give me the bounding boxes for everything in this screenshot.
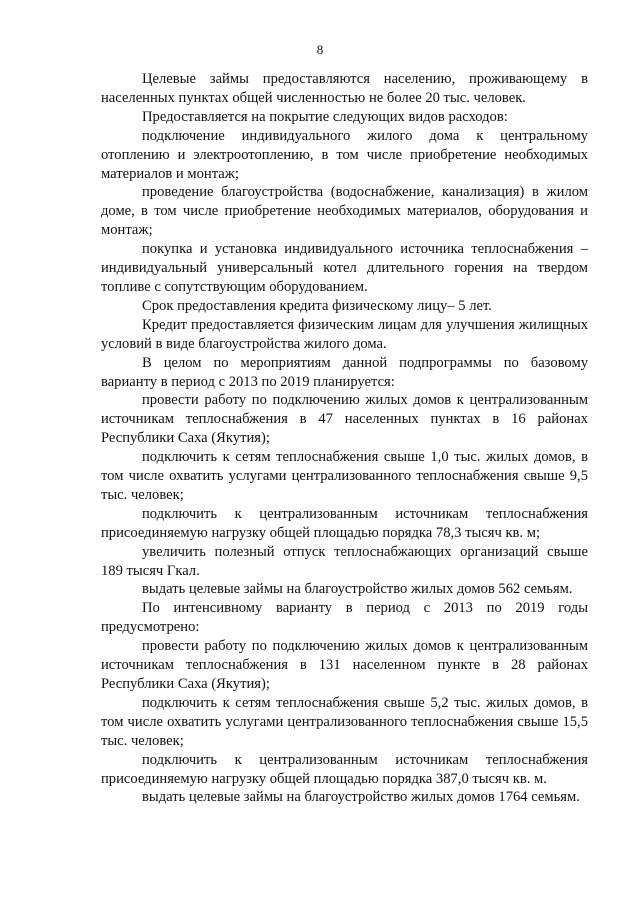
paragraph-house-improvement: проведение благоустройства (водоснабжение, канализация) в жилом доме, в том числе приобретение необходимых материалов, оборудования и монтаж; [101, 184, 588, 239]
paragraph-base-connect-houses: подключить к сетям теплоснабжения свыше 1,0 тыс. жилых домов, в том числе охватить услугами централизованного теплоснабжения свыше 9,5 тыс. человек; [101, 449, 588, 503]
paragraph-expense-types: Предоставляется на покрытие следующих видов расходов: [142, 108, 508, 125]
paragraph-intensive-load: подключить к централизованным источникам теплоснабжения присоединяемую нагрузку общей площадью порядка 387,0 тысяч кв. м. [101, 751, 588, 787]
paragraph-heat-source-purchase: покупка и установка индивидуального источника теплоснабжения – индивидуальный универсальный котел длительного горения на твердом топливе с сопутствующим оборудованием. [101, 241, 588, 295]
paragraph-base-heat-supply: увеличить полезный отпуск теплоснабжающих организаций свыше 189 тысяч Гкал. [101, 543, 588, 579]
paragraph-base-loans: выдать целевые займы на благоустройство жилых домов 562 семьям. [142, 581, 573, 598]
paragraph-credit-purpose: Кредит предоставляется физическим лицам для улучшения жилищных условий в виде благоустройства жилого дома. [101, 316, 588, 352]
paragraph-intensive-variant-intro: По интенсивному варианту в период с 2013 по 2019 годы предусмотрено: [101, 600, 588, 636]
document-body [101, 70, 588, 807]
paragraph-target-loans: Целевые займы предоставляются населению, проживающему в населенных пунктах общей численностью не более 20 тыс. человек. [101, 71, 588, 106]
page-number: 8 [316, 42, 324, 57]
paragraph-heating-connection: подключение индивидуального жилого дома к центральному отоплению и электроотоплению, в том числе приобретение необходимых материалов и монтаж; [101, 127, 588, 182]
paragraph-intensive-connect-sources: провести работу по подключению жилых домов к централизованным источникам теплоснабжения в 131 населенном пункте в 28 районах Республики Саха (Якутия); [101, 638, 588, 692]
paragraph-base-variant-intro: В целом по мероприятиям данной подпрограммы по базовому варианту в период с 2013 по 2019 планируется: [101, 354, 588, 390]
paragraph-base-load: подключить к централизованным источникам теплоснабжения присоединяемую нагрузку общей площадью порядка 78,3 тысяч кв. м; [101, 505, 588, 541]
paragraph-credit-term: Срок предоставления кредита физическому лицу– 5 лет. [142, 297, 492, 314]
paragraph-base-connect-sources: провести работу по подключению жилых домов к централизованным источникам теплоснабжения в 47 населенных пунктах в 16 районах Республики Саха (Якутия); [101, 392, 588, 447]
paragraph-intensive-loans: выдать целевые займы на благоустройство жилых домов 1764 семьям. [142, 789, 580, 806]
paragraph-intensive-connect-houses: подключить к сетям теплоснабжения свыше 5,2 тыс. жилых домов, в том числе охватить услугами централизованного теплоснабжения свыше 15,5 тыс. человек; [101, 694, 588, 749]
